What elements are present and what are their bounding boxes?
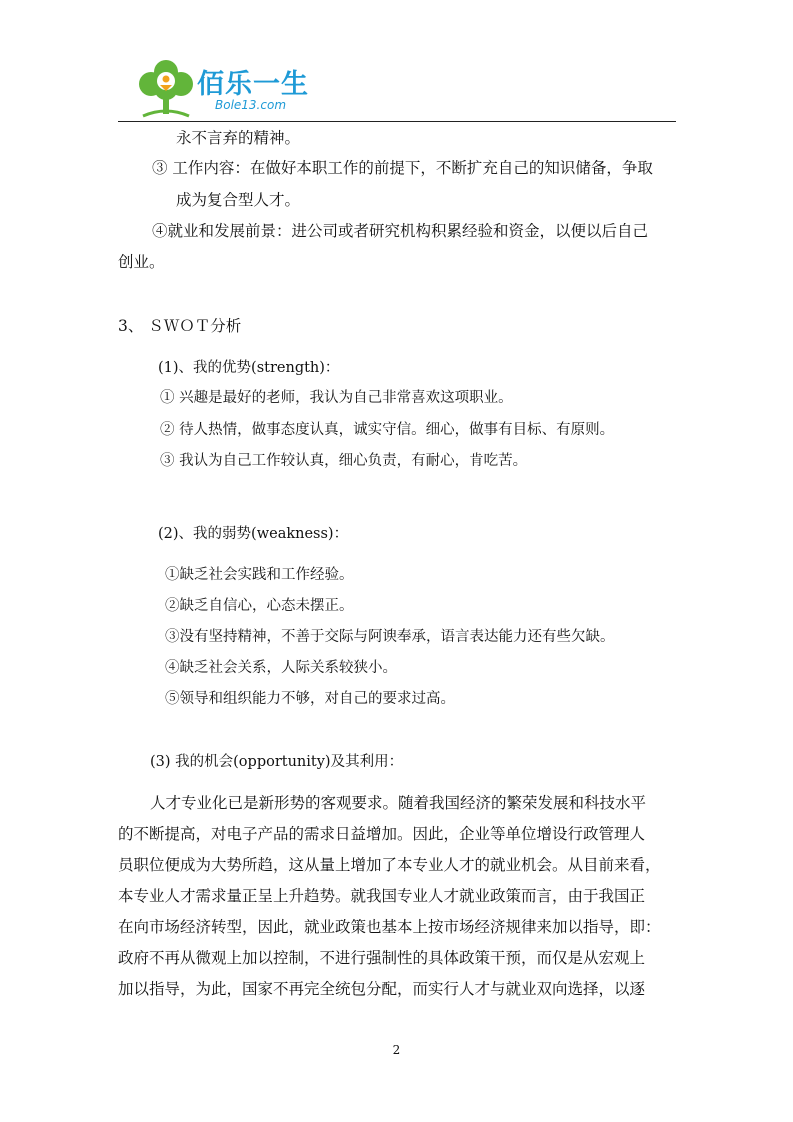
logo-english-text: Bole13.com (215, 98, 287, 112)
paragraph-line: 加以指导，为此，国家不再完全统包分配，而实行人才与就业双向选择，以逐 (118, 980, 646, 998)
opportunity-heading: (3) 我的机会(opportunity)及其利用： (150, 754, 404, 770)
strength-heading: (1)、我的优势(strength)： (158, 360, 340, 376)
swot-heading: 3、 ＳＷＯＴ分析 (118, 317, 242, 335)
list-item: ①缺乏社会实践和工作经验。 (165, 567, 354, 583)
list-item: ④缺乏社会关系，人际关系较狭小。 (165, 660, 397, 676)
header-rule (118, 121, 676, 122)
text-line: 永不言弃的精神。 (176, 129, 301, 147)
paragraph-line: 人才专业化已是新形势的客观要求。随着我国经济的繁荣发展和科技水平 (150, 794, 647, 812)
text-line: ③ 工作内容：在做好本职工作的前提下，不断扩充自己的知识储备，争取 (152, 159, 653, 177)
paragraph-line: 在向市场经济转型，因此，就业政策也基本上按市场经济规律来加以指导，即： (118, 918, 661, 936)
tree-logo-icon (135, 58, 197, 118)
page-number: 2 (392, 1043, 401, 1057)
list-item: ②缺乏自信心，心态未摆正。 (165, 598, 354, 614)
list-item: ① 兴趣是最好的老师，我认为自己非常喜欢这项职业。 (160, 390, 513, 406)
paragraph-line: 的不断提高，对电子产品的需求日益增加。因此，企业等单位增设行政管理人 (118, 825, 646, 843)
list-item: ③ 我认为自己工作较认真，细心负责，有耐心，肯吃苦。 (160, 453, 528, 469)
text-line: ④就业和发展前景：进公司或者研究机构积累经验和资金，以便以后自己 (152, 222, 649, 240)
paragraph-line: 政府不再从微观上加以控制，不进行强制性的具体政策干预，而仅是从宏观上 (118, 949, 646, 967)
paragraph-line: 本专业人才需求量正呈上升趋势。就我国专业人才就业政策而言，由于我国正 (118, 887, 646, 905)
paragraph-line: 员职位便成为大势所趋，这从量上增加了本专业人才的就业机会。从目前来看， (118, 856, 661, 874)
list-item: ⑤领导和组织能力不够，对自己的要求过高。 (165, 691, 455, 707)
bole-logo (135, 58, 315, 118)
list-item: ② 待人热情，做事态度认真，诚实守信。细心，做事有目标、有原则。 (160, 422, 615, 438)
text-line: 成为复合型人才。 (176, 191, 301, 209)
logo-chinese-text: 佰乐一生 (197, 69, 309, 100)
list-item: ③没有坚持精神，不善于交际与阿谀奉承，语言表达能力还有些欠缺。 (165, 629, 615, 645)
text-line: 创业。 (118, 253, 165, 271)
weakness-heading: (2)、我的弱势(weakness)： (158, 526, 349, 542)
